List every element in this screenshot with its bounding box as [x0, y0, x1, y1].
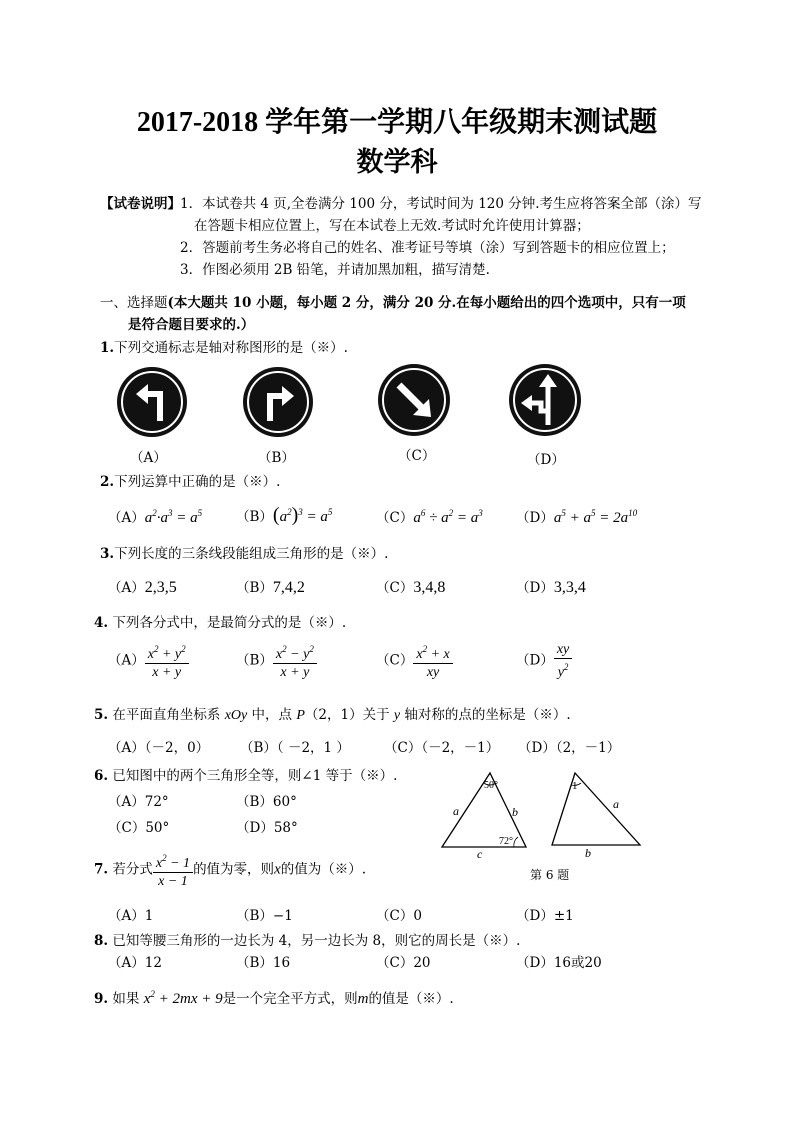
question-7: 7. 若分式 $\frac{x^2 - 1}{x - 1}$ 的值为零，则x的值为（※）.	[94, 850, 366, 890]
q1-label-a: （A）	[130, 450, 167, 466]
question-text: 已知等腰三角形的一边长为 4，另一边长为 8，则它的周长是（※）.	[108, 933, 521, 949]
page-title: 2017-2018 学年第一学期八年级期末测试题	[136, 107, 658, 138]
page-subtitle: 数学科	[356, 147, 438, 178]
question-9: 9. 如果 $x^2 + 2mx + 9$是一个完全平方式，则m的值是（※）.	[94, 989, 454, 1007]
q4-fraction-a: $\frac{x^2 + y^2}{x + y}$	[145, 641, 189, 681]
instructions-item-3: 3．作图必须用 2B 铅笔，并请加黑加粗，描写清楚.	[180, 262, 490, 278]
question-number: 5.	[94, 707, 109, 723]
question-5: 5. 在平面直角坐标系 xOy 中，点 P（2，1）关于 y 轴对称的点的坐标是（※）.	[94, 707, 571, 723]
q4-option-b: （B） $\frac{x^2 - y^2}{x + y}$	[236, 641, 317, 681]
question-number: 1.	[100, 340, 115, 356]
q2-expr-a: $a^2\cdot a^3 = a^5$	[144, 508, 203, 526]
straight-or-left-sign-icon	[508, 363, 582, 437]
section-heading-bold-2: 是符合题目要求的.）	[128, 317, 255, 333]
question-number: 9.	[94, 991, 109, 1007]
question-4	[94, 611, 346, 631]
turn-right-sign-icon	[242, 366, 314, 438]
instructions-label: 【试卷说明】	[100, 196, 181, 212]
q4-fraction-d: $\frac{xy}{y^2}$	[554, 641, 572, 681]
q6-option-d: （D）58°	[236, 820, 298, 836]
question-8	[94, 929, 520, 949]
q6-tri2-bottom-side: b	[585, 846, 591, 860]
turn-left-sign-icon	[116, 366, 188, 438]
question-text: 下列长度的三条线段能组成三角形的是（※）.	[114, 546, 389, 562]
q7-fraction: $\frac{x^2 - 1}{x - 1}$	[153, 850, 193, 890]
question-text: 下列运算中正确的是（※）.	[114, 474, 281, 490]
question-6	[94, 764, 397, 784]
q4-option-c: （C） $\frac{x^2 + x}{xy}$	[376, 641, 453, 681]
q4-fraction-b: $\frac{x^2 - y^2}{x + y}$	[273, 641, 317, 681]
q7-option-c: （C）0	[376, 908, 422, 924]
q6-tri1-bottom-side: c	[477, 847, 483, 861]
instructions-item-1b: 在答题卡相应位置上，写在本试卷上无效.考试时允许使用计算器；	[194, 218, 590, 234]
q2-option-c: $(C)a^6 \div a^2 = a^3$	[376, 508, 483, 526]
q7-option-a: （A）1	[108, 908, 154, 924]
section-heading	[100, 291, 686, 311]
q8-option-d: （D）16或20	[516, 955, 602, 971]
instructions-item-2: 2．答题前考生务必将自己的姓名、准考证号等填（涂）写到答题卡的相应位置上；	[180, 240, 675, 256]
q8-option-a: （A）12	[108, 955, 162, 971]
q2-expr-d: $a^5 + a^5 = 2a^{10}$	[553, 508, 638, 526]
q6-tri1-right-angle: 72°	[499, 836, 513, 847]
q6-option-c: （C）50°	[108, 820, 170, 836]
q6-tri1-left-side: a	[453, 804, 459, 818]
q6-tri1-right-side: b	[512, 805, 518, 819]
q9-expression: $x^2 + 2mx + 9$	[143, 989, 223, 1007]
diagonal-arrow-sign-icon	[377, 363, 451, 437]
q8-option-b: （B）16	[236, 955, 291, 971]
q3-option-a: （A）2,3,5	[108, 579, 177, 596]
q6-figure-caption: 第 6 题	[530, 868, 570, 882]
question-text: 下列交通标志是轴对称图形的是（※）.	[114, 340, 348, 356]
question-number: 3.	[100, 546, 115, 562]
question-2	[100, 470, 280, 490]
question-number: 4.	[94, 615, 109, 631]
q8-option-c: （C）20	[376, 955, 431, 971]
q5-option-d: （D）（2，－1）	[518, 740, 621, 756]
question-text: 已知图中的两个三角形全等，则∠1 等于（※）.	[108, 768, 398, 784]
section-heading-bold-1: (本大题共 10 小题，每小题 2 分，满分 20 分.在每小题给出的四个选项中，只有一项	[167, 295, 686, 311]
question-number: 2.	[100, 474, 115, 490]
q4-option-d: （D） $\frac{xy}{y^2}$	[516, 641, 572, 681]
q7-option-b: （B）−1	[236, 908, 293, 924]
q2-option-a: $(A)a^2\cdot a^3 = a^5$	[108, 508, 203, 526]
question-1	[100, 336, 348, 356]
q1-label-c: （C）	[398, 448, 436, 464]
q2-option-d: $(D)a^5 + a^5 = 2a^{10}$	[516, 508, 638, 526]
question-3	[100, 542, 388, 562]
q3-option-d: （D）3,3,4	[516, 579, 586, 596]
q2-option-b: $(B)(a^2)^3 = a^5$	[236, 504, 333, 526]
q3-option-c: （C）3,4,8	[376, 579, 446, 596]
q6-triangle-2	[552, 773, 640, 845]
q3-option-b: （B）7,4,2	[236, 579, 305, 596]
q2-expr-b: $(a^2)^3 = a^5$	[272, 504, 333, 526]
q4-fraction-c: $\frac{x^2 + x}{xy}$	[413, 641, 452, 681]
q5-option-a: （A）（－2，0）	[108, 740, 210, 756]
q4-option-a: （A） $\frac{x^2 + y^2}{x + y}$	[108, 641, 189, 681]
q1-label-d: （D）	[527, 452, 565, 468]
question-number: 7.	[94, 861, 109, 878]
question-number: 6.	[94, 768, 109, 784]
q6-tri1-top-angle: 50°	[484, 780, 498, 791]
q5-option-c: （C）（－2，－1）	[384, 740, 500, 756]
q6-option-b: （B）60°	[236, 794, 297, 810]
q7-option-d: （D）±1	[516, 908, 574, 924]
q6-tri2-right-side: a	[613, 797, 619, 811]
q1-label-b: （B）	[258, 450, 295, 466]
question-number: 8.	[94, 933, 109, 949]
q6-option-a: （A）72°	[108, 794, 169, 810]
q2-expr-c: $a^6 \div a^2 = a^3$	[413, 508, 483, 526]
q5-option-b: （B）（ －2，1 ）	[240, 740, 350, 756]
section-heading-prefix: 一、选择题	[100, 295, 168, 311]
q6-tri2-angle: 1	[572, 780, 578, 792]
instructions-item-1a: 1．本试卷共 4 页,全卷满分 100 分，考试时间为 120 分钟.考生应将答案全部（涂）写	[180, 196, 702, 212]
question-text: 下列各分式中，是最简分式的是（※）.	[108, 615, 347, 631]
